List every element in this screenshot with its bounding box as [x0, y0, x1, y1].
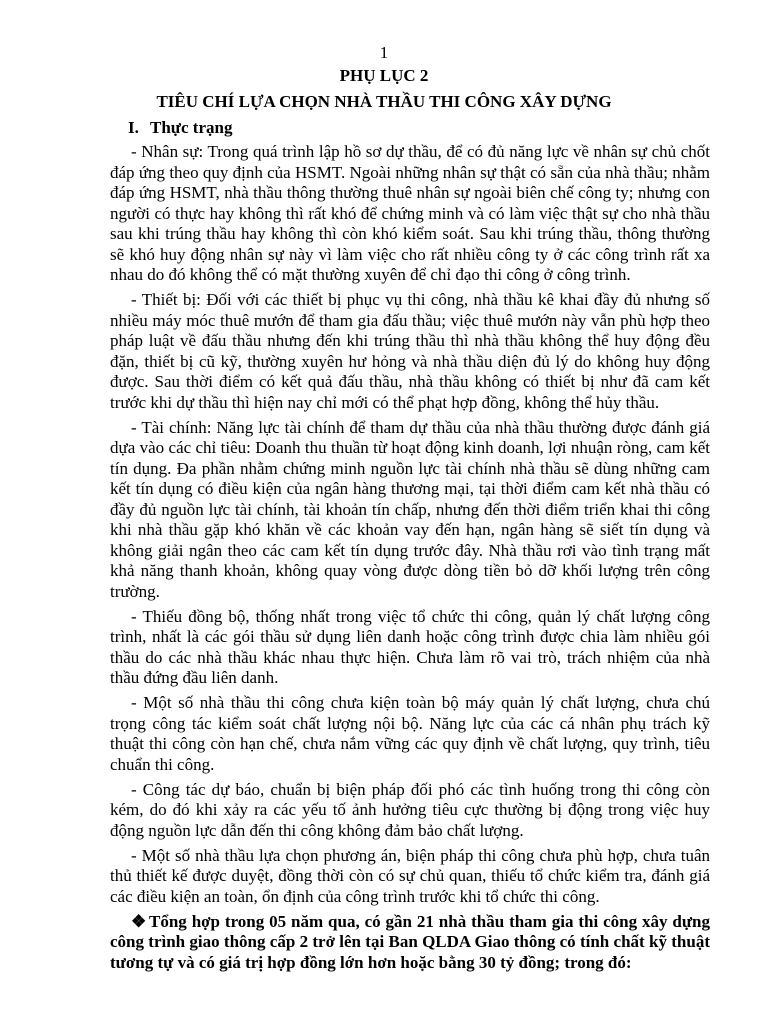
paragraph-construction-methods: - Một số nhà thầu lựa chọn phương án, biện pháp thi công chưa phù hợp, chưa tuân thủ thiết kế được duyệt, đồng thời còn có sự chủ quan, thiếu tổ chức kiểm tra, đánh giá các điều kiện an toàn, ổn định của công trình trước khi tổ chức thi công. [110, 845, 710, 906]
section-number: I. [128, 118, 139, 137]
document-title: TIÊU CHÍ LỰA CHỌN NHÀ THẦU THI CÔNG XÂY DỰNG [156, 92, 612, 111]
paragraph-forecasting: - Công tác dự báo, chuẩn bị biện pháp đối phó các tình huống trong thi công còn kém, do đó khi xảy ra các yếu tố ảnh hưởng tiêu cực thường bị động trong việc huy động nguồn lực dẫn đến thi công không đảm bảo chất lượng. [110, 779, 710, 840]
paragraph-quality-management: - Một số nhà thầu thi công chưa kiện toàn bộ máy quản lý chất lượng, chưa chú trọng công tác kiểm soát chất lượng nội bộ. Năng lực của các cá nhân phụ trách kỹ thuật thi công còn hạn chế, chưa nắm vững các quy định về chất lượng, quy trình, tiêu chuẩn thi công. [110, 693, 710, 774]
paragraph-finance: - Tài chính: Năng lực tài chính để tham dự thầu của nhà thầu thường được đánh giá dựa vào các chỉ tiêu: Doanh thu thuần từ hoạt động kinh doanh, lợi nhuận ròng, cam kết tín dụng. Đa phần nhằm chứng minh nguồn lực tài chính nhà thầu sẽ dùng những cam kết tín dụng có điều kiện của ngân hàng thương mại, tại thời điểm cam kết nhà thầu có đầy đủ nguồn lực tài chính, tài khoản tín chấp, nhưng đến thời điểm triển khai thi công khi nhà thầu gặp khó khăn về các khoản vay đến hạn, ngân hàng sẽ siết tín dụng và không giải ngân theo các cam kết tín dụng trước đây. Nhà thầu rơi vào tình trạng mất khả năng thanh khoản, không quay vòng được dòng tiền bỏ dỡ khối lượng trên công trường. [110, 417, 710, 601]
section-heading [128, 118, 232, 139]
paragraph-equipment: - Thiết bị: Đối với các thiết bị phục vụ thi công, nhà thầu kê khai đầy đủ nhưng số nhiều máy móc thuê mướn để tham gia đấu thầu; việc thuê mướn này vẫn phù hợp theo pháp luật về đấu thầu nhưng đến khi trúng thầu thì nhà thầu không thể huy động đều đặn, thiết bị cũ kỹ, thường xuyên hư hỏng và nhà thầu diện đủ lý do không huy động được. Sau thời điểm có kết quả đấu thầu, nhà thầu không có thiết bị như đã cam kết trước khi dự thầu thì hiện nay chỉ mới có thể phạt hợp đồng, không thể hủy thầu. [110, 290, 710, 412]
paragraph-coordination: - Thiếu đồng bộ, thống nhất trong việc tổ chức thi công, quản lý chất lượng công trình, nhất là các gói thầu sử dụng liên danh hoặc công trình được chia làm nhiều gói thầu do các nhà thầu khác nhau thực hiện. Chưa làm rõ vai trò, trách nhiệm của nhà thầu đứng đầu liên danh. [110, 606, 710, 687]
summary-text: Tổng hợp trong 05 năm qua, có gần 21 nhà thầu tham gia thi công xây dựng công trình giao thông cấp 2 trở lên tại Ban QLDA Giao thông có tính chất kỹ thuật tương tự và có giá trị hợp đồng lớn hơn hoặc bằng 30 tỷ đồng; trong đó: [110, 911, 710, 972]
appendix-title: PHỤ LỤC 2 [339, 66, 429, 85]
page-number: 1 [379, 43, 389, 62]
document-body [110, 142, 710, 978]
diamond-bullet-icon: ❖ [131, 911, 147, 931]
paragraph-personnel: - Nhân sự: Trong quá trình lập hồ sơ dự thầu, để có đủ năng lực về nhân sự chủ chốt đáp ứng theo quy định của HSMT. Ngoài những nhân sự thật có sẵn của nhà thầu; nhằm đáp ứng HSMT, nhà thầu thông thường thuê nhân sự ngoài biên chế công ty; nhưng con người có thực hay không thì rất khó để chứng minh và có làm việc thật sự cho nhà thầu sau khi trúng thầu hay không thì còn khó kiểm soát. Sau khi trúng thầu, thông thường sẽ khó huy động nhân sự này vì làm việc cho rất nhiều công ty ở các công trình rất xa nhau do đó không thể có mặt thường xuyên để chỉ đạo thi công ở công trình. [110, 142, 710, 284]
section-title: Thực trạng [150, 118, 233, 137]
summary-paragraph [110, 912, 710, 974]
